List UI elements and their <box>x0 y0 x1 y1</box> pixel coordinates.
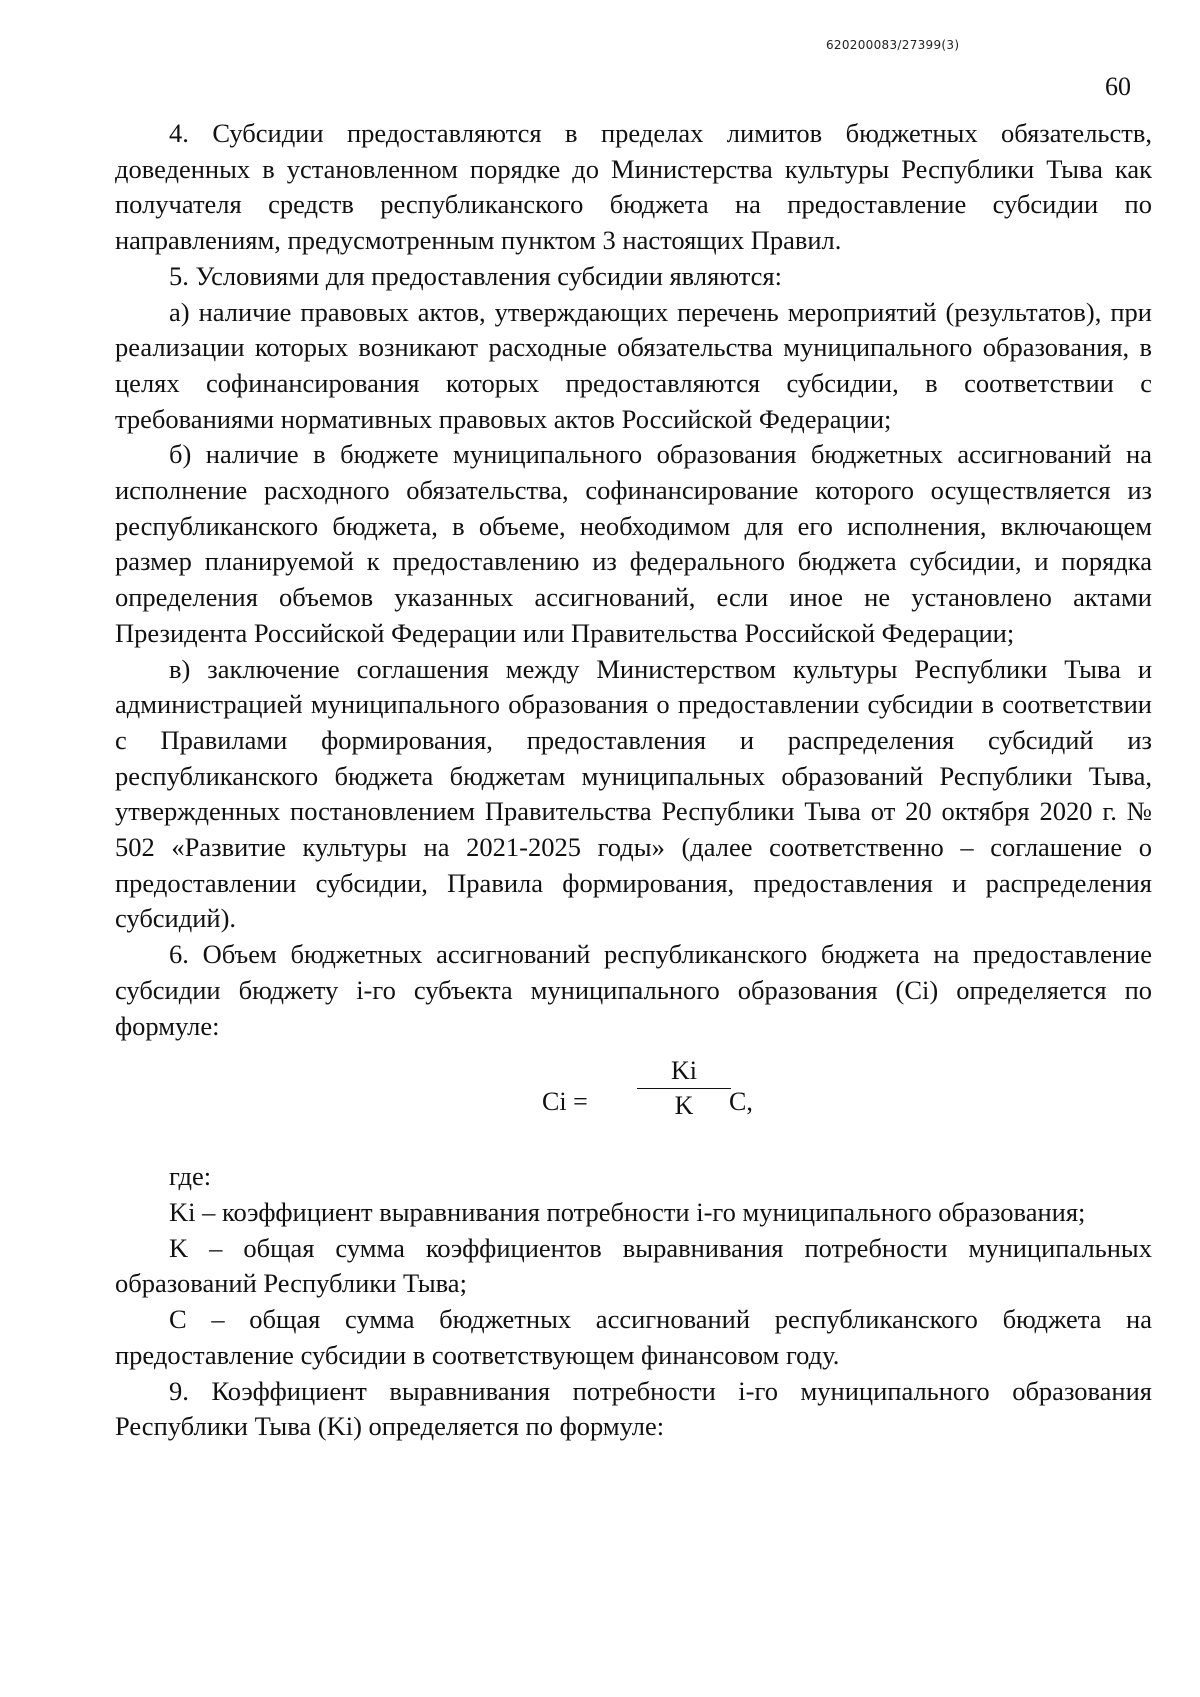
formula-numerator: Ki <box>671 1056 697 1086</box>
paragraph-5v: в) заключение соглашения между Министерством культуры Республики Тыва и администрацией муниципального образования о предоставлении субсидии в соответствии с Правилами формирования, предоставления и распределения субсидий из республиканского бюджета бюджетам муниципальных образований Республики Тыва, утвержденных постановлением Правительства Республики Тыва от 20 октября 2020 г. № 502 «Развитие культуры на 2021-2025 годы» (далее соответственно – соглашение о предоставлении субсидии, Правила формирования, предоставления и распределения субсидий). <box>115 653 1152 934</box>
fraction-bar <box>637 1088 731 1089</box>
paragraph-5a: а) наличие правовых актов, утверждающих перечень мероприятий (результатов), при реализации которых возникают расходные обязательства муниципального образования, в целях софинансирования которых предоставляются субсидии, в соответствии с требованиями нормативных правовых актов Российской Федерации; <box>115 296 1152 434</box>
formula-ci <box>115 1050 1152 1145</box>
paragraph-6: 6. Объем бюджетных ассигнований республиканского бюджета на предоставление субсидии бюджету i-го субъекта муниципального образования (Ci) определяется по формуле: <box>115 939 1152 1041</box>
definition-c: С – общая сумма бюджетных ассигнований республиканского бюджета на предоставление субсидии в соответствующем финансовом году. <box>115 1304 1152 1370</box>
where-label: где: <box>169 1161 212 1192</box>
formula-right: C, <box>729 1087 753 1117</box>
paragraph-5: 5. Условиями для предоставления субсидии являются: <box>169 260 782 291</box>
document-id: 620200083/27399(3) <box>826 38 960 52</box>
formula-left: Ci = <box>542 1087 588 1117</box>
page-number: 60 <box>1105 72 1131 101</box>
definition-ki: Ki – коэффициент выравнивания потребности i-го муниципального образования; <box>169 1196 1086 1227</box>
definition-k: K – общая сумма коэффициентов выравнивания потребности муниципальных образований Республики Тыва; <box>115 1232 1152 1299</box>
formula-denominator: K <box>674 1091 694 1121</box>
formula-fraction <box>637 1056 731 1121</box>
document-body <box>115 116 1152 1445</box>
paragraph-4: 4. Субсидии предоставляются в пределах лимитов бюджетных обязательств, доведенных в установленном порядке до Министерства культуры Республики Тыва как получателя средств республиканского бюджета на предоставление субсидии по направлениям, предусмотренным пунктом 3 настоящих Правил. <box>115 118 1152 256</box>
paragraph-5b: б) наличие в бюджете муниципального образования бюджетных ассигнований на исполнение расходного обязательства, софинансирование которого осуществляется из республиканского бюджета, в объеме, необходимом для его исполнения, включающем размер планируемой к предоставлению из федерального бюджета субсидии, и порядка определения объемов указанных ассигнований, если иное не установлено актами Президента Российской Федерации или Правительства Российской Федерации; <box>115 439 1152 648</box>
paragraph-9: 9. Коэффициент выравнивания потребности i-го муниципального образования Республики Тыва (Ki) определяется по формуле: <box>115 1375 1152 1442</box>
